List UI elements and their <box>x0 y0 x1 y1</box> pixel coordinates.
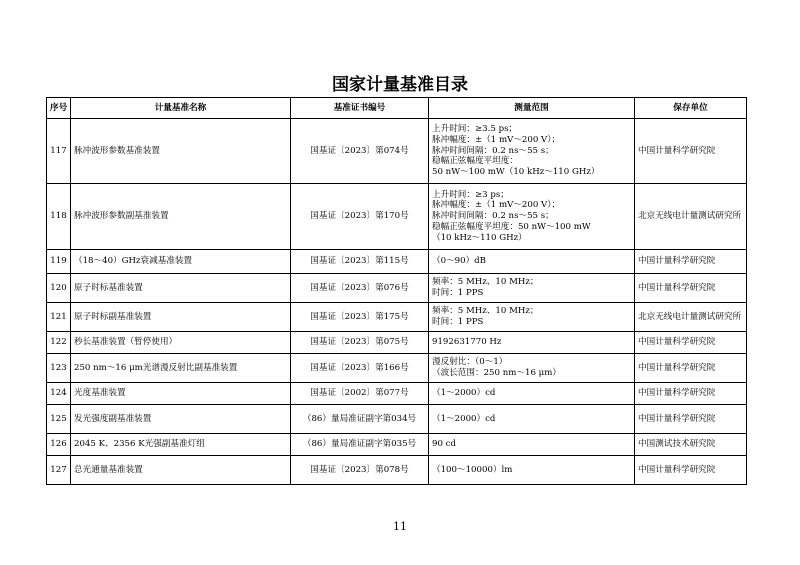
table-row <box>47 405 747 434</box>
row-standard-name: 秒长基准装置（暂停使用） <box>71 332 291 354</box>
row-custodian: 中国计量科学研究院 <box>635 383 747 405</box>
catalog-table <box>46 97 747 485</box>
table-row <box>47 456 747 485</box>
row-measurement-range <box>429 383 635 405</box>
row-standard-name: 原子时标基准装置 <box>71 274 291 303</box>
row-custodian: 中国计量科学研究院 <box>635 405 747 434</box>
row-measurement-range <box>429 250 635 274</box>
row-measurement-range <box>429 303 635 332</box>
table-row <box>47 250 747 274</box>
row-standard-name: 脉冲波形参数副基准装置 <box>71 184 291 250</box>
page-number: 11 <box>393 520 407 533</box>
row-standard-name: 2045 K、2356 K光强副基准灯组 <box>71 434 291 456</box>
row-measurement-range <box>429 456 635 485</box>
row-certificate-no: 国基证〔2023〕第076号 <box>291 274 429 303</box>
table-row <box>47 434 747 456</box>
range-line: 脉冲幅度：±（1 mV～200 V）； <box>432 200 561 211</box>
range-line: （波长范围：250 nm～16 μm） <box>432 368 561 378</box>
row-measurement-range <box>429 184 635 250</box>
range-line: 上升时间：≥3 ps； <box>432 189 509 200</box>
table-row <box>47 383 747 405</box>
range-line: 稳幅正弦幅度平坦度： <box>432 156 518 167</box>
range-line: （10 kHz～110 GHz） <box>432 232 527 243</box>
table-row <box>47 184 747 250</box>
row-serial-no: 126 <box>47 434 71 456</box>
row-certificate-no: 国基证〔2023〕第115号 <box>291 250 429 274</box>
row-custodian: 中国计量科学研究院 <box>635 274 747 303</box>
range-line: 频率：5 MHz、10 MHz； <box>432 277 539 288</box>
row-serial-no: 117 <box>47 119 71 184</box>
range-line: 频率：5 MHz、10 MHz； <box>432 306 539 317</box>
row-custodian: 中国测试技术研究院 <box>635 434 747 456</box>
row-custodian: 中国计量科学研究院 <box>635 250 747 274</box>
row-certificate-no: （86）量局准证副字第034号 <box>291 405 429 434</box>
range-line: （1～2000）cd <box>432 413 496 424</box>
row-measurement-range <box>429 332 635 354</box>
row-custodian: 北京无线电计量测试研究所 <box>635 184 747 250</box>
row-standard-name: 脉冲波形参数基准装置 <box>71 119 291 184</box>
row-measurement-range <box>429 119 635 184</box>
row-custodian: 中国计量科学研究院 <box>635 456 747 485</box>
row-custodian: 中国计量科学研究院 <box>635 119 747 184</box>
table-row <box>47 119 747 184</box>
table-row <box>47 332 747 354</box>
table-header-row <box>47 98 747 119</box>
range-line: 上升时间：≥3.5 ps； <box>432 124 518 134</box>
page-title: 国家计量基准目录 <box>332 75 468 95</box>
range-line: 稳幅正弦幅度平坦度：50 nW～100 mW <box>432 221 591 232</box>
row-certificate-no: 国基证〔2002〕第077号 <box>291 383 429 405</box>
row-measurement-range <box>429 405 635 434</box>
row-measurement-range <box>429 434 635 456</box>
row-certificate-no: 国基证〔2023〕第175号 <box>291 303 429 332</box>
row-custodian: 中国计量科学研究院 <box>635 332 747 354</box>
header-serial-no: 序号 <box>47 98 71 119</box>
row-serial-no: 124 <box>47 383 71 405</box>
row-serial-no: 127 <box>47 456 71 485</box>
table-row <box>47 303 747 332</box>
row-certificate-no: （86）量局准证副字第035号 <box>291 434 429 456</box>
row-measurement-range <box>429 354 635 383</box>
range-line: 脉冲幅度：±（1 mV～200 V）； <box>432 134 561 145</box>
table-row <box>47 354 747 383</box>
header-certificate-no: 基准证书编号 <box>291 98 429 119</box>
row-certificate-no: 国基证〔2023〕第075号 <box>291 332 429 354</box>
row-standard-name: 发光强度副基准装置 <box>71 405 291 434</box>
row-certificate-no: 国基证〔2023〕第166号 <box>291 354 429 383</box>
range-line: 漫反射比：（0～1） <box>432 357 508 368</box>
row-standard-name: 250 nm～16 μm光谱漫反射比副基准装置 <box>71 354 291 383</box>
row-serial-no: 120 <box>47 274 71 303</box>
row-certificate-no: 国基证〔2023〕第078号 <box>291 456 429 485</box>
row-serial-no: 119 <box>47 250 71 274</box>
row-serial-no: 118 <box>47 184 71 250</box>
header-measurement-range: 测量范围 <box>429 98 635 119</box>
range-line: 时间：1 PPS <box>432 288 484 298</box>
row-serial-no: 123 <box>47 354 71 383</box>
range-line: （100～10000）lm <box>432 464 513 475</box>
header-standard-name: 计量基准名称 <box>71 98 291 119</box>
range-line: 时间：1 PPS <box>432 317 484 327</box>
row-serial-no: 121 <box>47 303 71 332</box>
row-certificate-no: 国基证〔2023〕第170号 <box>291 184 429 250</box>
range-line: 90 cd <box>432 439 456 450</box>
range-line: （1～2000）cd <box>432 388 496 399</box>
header-custodian: 保存单位 <box>635 98 747 119</box>
row-standard-name: 光度基准装置 <box>71 383 291 405</box>
row-serial-no: 125 <box>47 405 71 434</box>
range-line: 脉冲时间间隔：0.2 ns～55 s； <box>432 145 554 156</box>
row-certificate-no: 国基证〔2023〕第074号 <box>291 119 429 184</box>
range-line: 50 nW～100 mW（10 kHz～110 GHz） <box>432 167 600 178</box>
row-serial-no: 122 <box>47 332 71 354</box>
row-standard-name: 原子时标副基准装置 <box>71 303 291 332</box>
row-custodian: 北京无线电计量测试研究所 <box>635 303 747 332</box>
row-custodian: 中国计量科学研究院 <box>635 354 747 383</box>
row-measurement-range <box>429 274 635 303</box>
row-standard-name: 总光通量基准装置 <box>71 456 291 485</box>
row-standard-name: （18～40）GHz衰减基准装置 <box>71 250 291 274</box>
table-row <box>47 274 747 303</box>
range-line: 9192631770 Hz <box>432 337 502 348</box>
range-line: 脉冲时间间隔：0.2 ns～55 s； <box>432 211 554 222</box>
range-line: （0～90）dB <box>432 256 487 267</box>
